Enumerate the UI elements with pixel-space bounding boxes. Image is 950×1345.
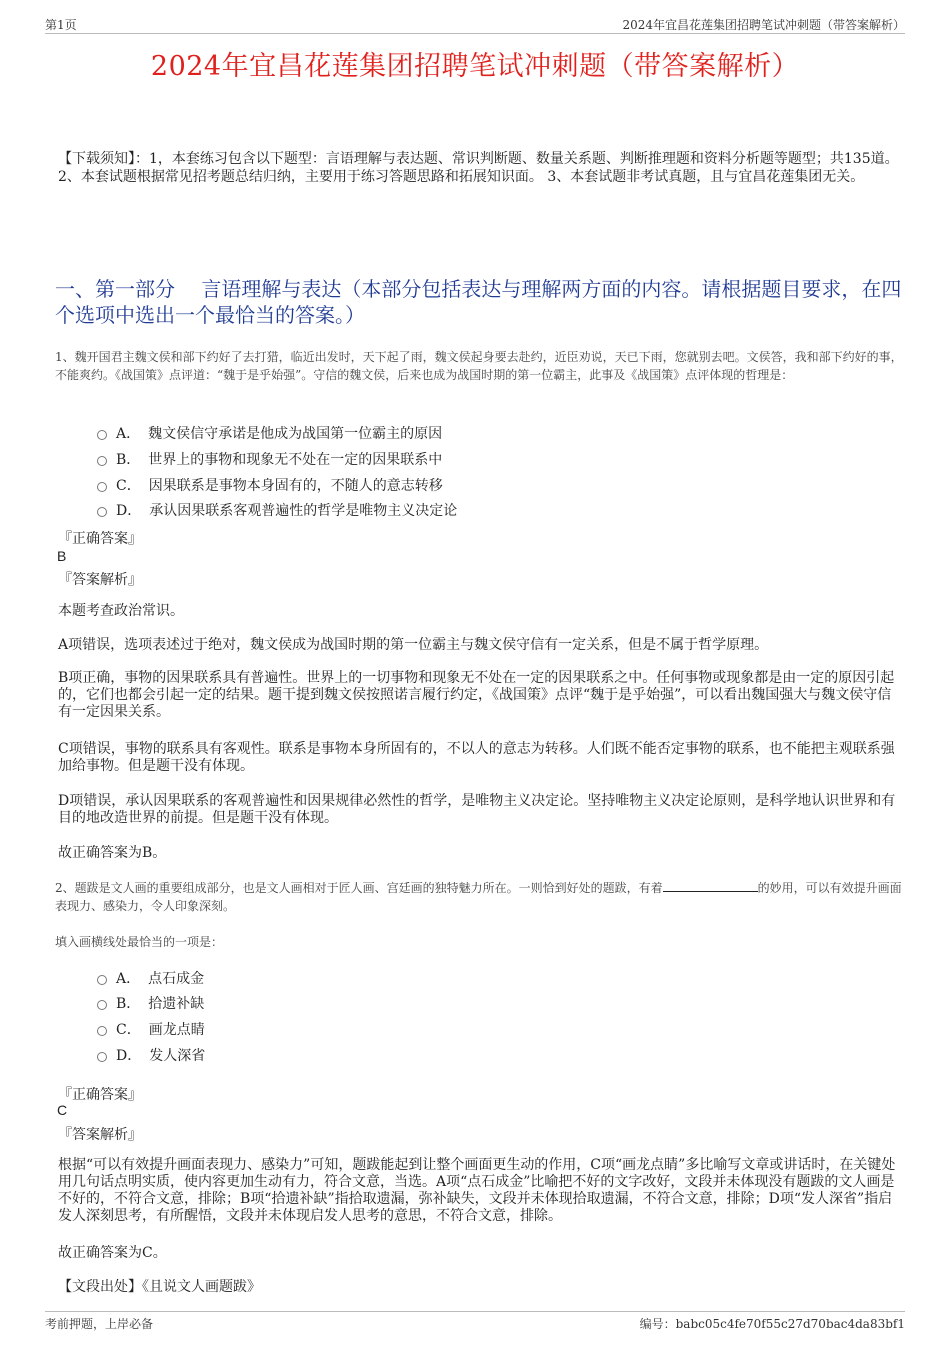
radio-icon[interactable] [97, 1000, 107, 1010]
option-letter: B． [116, 996, 141, 1012]
q1-option-c[interactable] [97, 475, 443, 495]
q1-option-a[interactable] [97, 423, 442, 443]
option-text: 因果联系是事物本身固有的，不随人的意志转移 [148, 478, 443, 494]
footer-doc-id: 编号：babc05c4fe70f55c27d70bac4da83bf1 [639, 1317, 905, 1331]
section-title: 一、第一部分 言语理解与表达（本部分包括表达与理解两方面的内容。请根据题目要求，在四个选项中选出一个最恰当的答案。） [55, 277, 902, 327]
question-2-text-after: 的妙用，可以有效提升画面表现力、感染力，令人印象深刻。 [55, 881, 902, 913]
header-doc-title: 2024年宜昌花莲集团招聘笔试冲刺题（带答案解析） [622, 18, 905, 32]
header-page-number: 第1页 [45, 18, 77, 32]
download-notice: 【下载须知】：1，本套练习包含以下题型：言语理解与表达题、常识判断题、数量关系题、判断推理题和资料分析题等题型；共135道。 2、本套试题根据常见招考题总结归纳，主要用于练习答题思路和拓展知识面。 3、本套试题非考试真题，且与宜昌花莲集团无关。 [58, 151, 899, 185]
radio-icon[interactable] [97, 430, 107, 440]
radio-icon[interactable] [97, 1026, 107, 1036]
question-2-text [55, 879, 905, 915]
radio-icon[interactable] [97, 482, 107, 492]
option-letter: A． [116, 426, 141, 442]
option-text: 承认因果联系客观普遍性的哲学是唯物主义决定论 [149, 503, 458, 519]
radio-icon[interactable] [97, 456, 107, 466]
q2-analysis-p2: 故正确答案为C。 [58, 1245, 167, 1261]
option-text: 画龙点睛 [148, 1022, 205, 1038]
fill-blank [663, 879, 758, 892]
q1-option-d[interactable] [97, 500, 457, 520]
question-1-text: 1、魏开国君主魏文侯和部下约好了去打猎，临近出发时，天下起了雨，魏文侯起身要去赴约，近臣劝说，天已下雨，您就别去吧。文侯答，我和部下约好的事，不能爽约。《战国策》点评道：“魏于是乎始强”。守信的魏文侯，后来也成为战国时期的第一位霸主，此事及《战国策》点评体现的哲理是： [55, 350, 903, 382]
option-text: 点石成金 [148, 971, 205, 987]
header-divider [45, 33, 905, 34]
q2-analysis-p1: 根据“可以有效提升画面表现力、感染力”可知，题跋能起到让整个画面更生动的作用，C项“画龙点睛”多比喻写文章或讲话时，在关键处用几句话点明实质，使内容更加生动有力，符合文意，当选。A项“点石成金”比喻把不好的文字改好，文段并未体现没有题跋的文人画是不好的，不符合文意，排除；B项“拾遗补缺”指拾取遗漏，弥补缺失，文段并未体现拾取遗漏，不符合文意，排除；D项“发人深省”指启发人深刻思考，有所醒悟，文段并未体现启发人思考的意思，不符合文意，排除。 [58, 1157, 896, 1224]
q1-analysis-p5: D项错误，承认因果联系的客观普遍性和因果规律必然性的哲学，是唯物主义决定论。坚持唯物主义决定论原则，是科学地认识世界和有目的地改造世界的前提。但是题干没有体现。 [58, 793, 896, 826]
radio-icon[interactable] [97, 1052, 107, 1062]
q1-answer-label: 『正确答案』 [58, 531, 142, 547]
q2-analysis-label: 『答案解析』 [58, 1127, 142, 1143]
question-2-text-before: 2、题跋是文人画的重要组成部分，也是文人画相对于匠人画、宫廷画的独特魅力所在。一则恰到好处的题跋，有着 [55, 881, 663, 895]
q2-answer: C [57, 1102, 68, 1118]
footer-divider [45, 1311, 905, 1312]
q1-option-b[interactable] [97, 449, 442, 469]
option-letter: D． [116, 1048, 142, 1064]
q1-analysis-p2: A项错误，选项表述过于绝对，魏文侯成为战国时期的第一位霸主与魏文侯守信有一定关系，但是不属于哲学原理。 [58, 637, 769, 653]
page-title: 2024年宜昌花莲集团招聘笔试冲刺题（带答案解析） [150, 51, 800, 82]
q1-analysis-p4: C项错误，事物的联系具有客观性。联系是事物本身所固有的，不以人的意志为转移。人们既不能否定事物的联系，也不能把主观联系强加给事物。但是题干没有体现。 [58, 741, 895, 774]
option-text: 魏文侯信守承诺是他成为战国第一位霸主的原因 [148, 426, 443, 442]
q1-analysis-p1: 本题考查政治常识。 [58, 603, 184, 619]
option-letter: B． [116, 452, 141, 468]
option-text: 世界上的事物和现象无不处在一定的因果联系中 [148, 452, 443, 468]
option-text: 拾遗补缺 [148, 996, 205, 1012]
q2-answer-label: 『正确答案』 [58, 1087, 142, 1103]
footer-slogan: 考前押题，上岸必备 [45, 1317, 154, 1331]
q2-option-b[interactable] [97, 993, 204, 1013]
radio-icon[interactable] [97, 975, 107, 985]
option-letter: C． [116, 1022, 141, 1038]
option-letter: C． [116, 478, 141, 494]
option-letter: A． [116, 971, 141, 987]
q2-option-a[interactable] [97, 968, 204, 988]
option-text: 发人深省 [149, 1048, 206, 1064]
q2-source: 【文段出处】《且说文人画题跋》 [58, 1279, 261, 1295]
q1-analysis-label: 『答案解析』 [58, 572, 142, 588]
q2-option-c[interactable] [97, 1019, 205, 1039]
q1-analysis-p6: 故正确答案为B。 [58, 845, 167, 861]
q1-answer: B [57, 548, 67, 564]
q1-analysis-p3: B项正确，事物的因果联系具有普遍性。世界上的一切事物和现象无不处在一定的因果联系之中。任何事物或现象都是由一定的原因引起的，它们也都会引起一定的结果。题干提到魏文侯按照诺言履行约定，《战国策》点评“魏于是乎始强”，可以看出魏国强大与魏文侯守信有一定因果关系。 [58, 670, 895, 720]
question-2-prompt: 填入画横线处最恰当的一项是： [55, 935, 224, 949]
q2-option-d[interactable] [97, 1045, 205, 1065]
radio-icon[interactable] [97, 507, 107, 517]
option-letter: D． [116, 503, 142, 519]
